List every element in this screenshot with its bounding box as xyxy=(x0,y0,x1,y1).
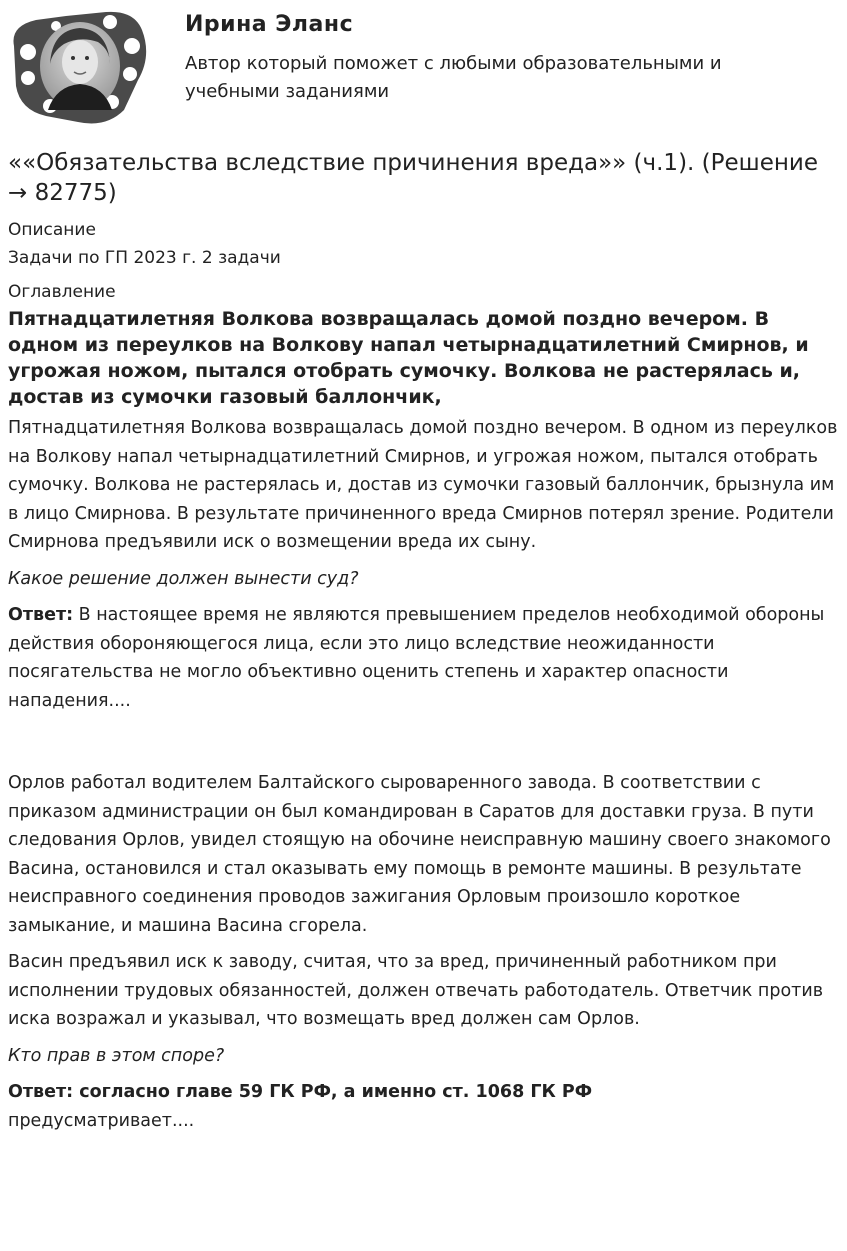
film-reel-avatar-icon xyxy=(6,6,152,126)
task1-text: Пятнадцатилетняя Волкова возвращалась домой поздно вечером. В одном из переулков на Волкову напал четырнадцатилетний Смирнов, и угрожая ножом, пытался отобрать сумочку. Волкова не растерялась и, достав из сумочки газовый баллончик, брызнула им в лицо Смирнова. В результате причиненного вреда Смирнов потерял зрение. Родители Смирнова предъявили иск о возмещении вреда их сыну. xyxy=(8,418,838,552)
task1-answer-label: Ответ: xyxy=(8,605,74,625)
author-description: Автор который поможет с любыми образовательными и учебными заданиями xyxy=(185,53,722,102)
page-title: ««Обязательства вследствие причинения вреда»» (ч.1). (Решение → 82775) xyxy=(8,150,818,206)
task2-text1: Орлов работал водителем Балтайского сыроваренного завода. В соответствии с приказом администрации он был командирован в Саратов для доставки груза. В пути следования Орлов, увидел стоящую на обочине неисправную машину своего знакомого Васина, остановился и стал оказывать ему помощь в ремонте машины. В результате неисправного соединения проводов зажигания Орловым произошло короткое замыкание, и машина Васина сгорела. xyxy=(8,773,831,936)
task2-answer xyxy=(8,1078,839,1135)
task1-answer xyxy=(8,601,839,715)
author-name[interactable]: Ирина Эланс xyxy=(185,12,354,37)
task1-answer-text: В настоящее время не являются превышением пределов необходимой обороны действия обороняющегося лица, если это лицо вследствие неожиданности посягательства не могло объективно оценить степень и характер опасности нападения.... xyxy=(8,605,825,711)
task2-question: Кто прав в этом споре? xyxy=(8,1045,225,1066)
author-header xyxy=(0,0,847,130)
description-text: Задачи по ГП 2023 г. 2 задачи xyxy=(8,248,281,268)
description-label: Описание xyxy=(8,220,96,240)
toc-label: Оглавление xyxy=(8,282,116,302)
task2-answer-label: Ответ: согласно главе 59 ГК РФ, а именно ст. 1068 ГК РФ xyxy=(8,1082,593,1102)
task1-heading: Пятнадцатилетняя Волкова возвращалась домой поздно вечером. В одном из переулков на Волкову напал четырнадцатилетний Смирнов, и угрожая ножом, пытался отобрать сумочку. Волкова не растерялась и, достав из сумочки газовый баллончик, xyxy=(8,308,809,408)
avatar[interactable] xyxy=(6,6,152,126)
task2-text2: Васин предъявил иск к заводу, считая, что за вред, причиненный работником при исполнении трудовых обязанностей, должен отвечать работодатель. Ответчик против иска возражал и указывал, что возмещать вред должен сам Орлов. xyxy=(8,952,824,1029)
document-body xyxy=(0,148,847,1135)
task2-answer-text: предусматривает.... xyxy=(8,1110,195,1131)
task1-question: Какое решение должен вынести суд? xyxy=(8,568,359,589)
